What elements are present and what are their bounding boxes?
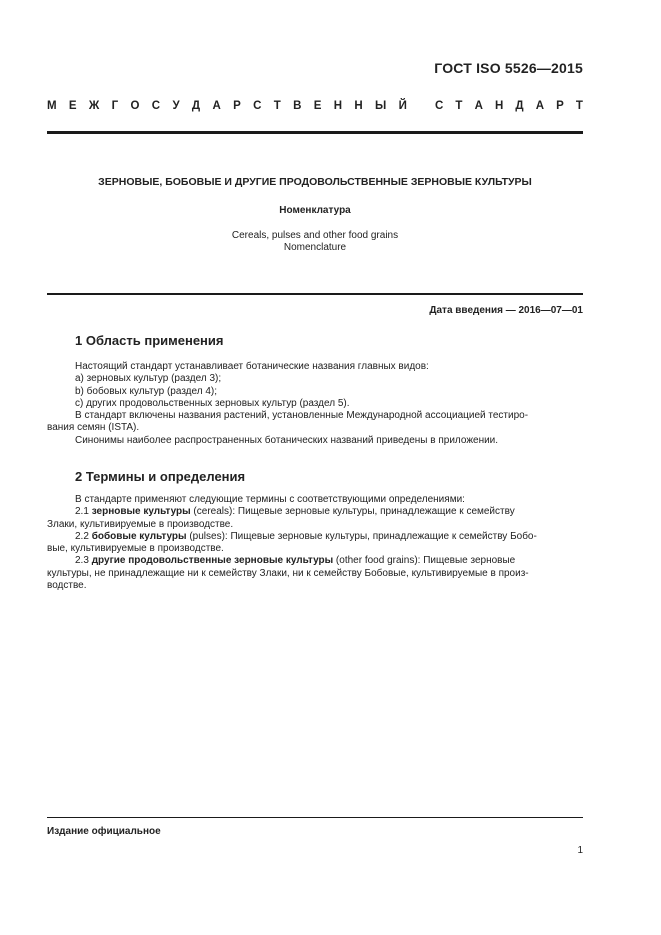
banner-letter: С — [151, 100, 161, 112]
paragraph-continuation: водстве. — [47, 580, 87, 592]
document-title-ru: ЗЕРНОВЫЕ, БОБОВЫЕ И ДРУГИЕ ПРОДОВОЛЬСТВЕННЫЕ ЗЕРНОВЫЕ КУЛЬТУРЫ — [98, 176, 532, 188]
term-definition — [75, 506, 583, 518]
term-number: 2.3 — [75, 555, 89, 567]
banner-letter: Е — [313, 100, 322, 112]
banner-letter: Р — [556, 100, 564, 112]
term-definition — [75, 555, 583, 567]
list-item: a) зерновых культур (раздел 3); — [75, 373, 222, 385]
banner-letter: М — [47, 100, 57, 112]
term-definition — [75, 531, 583, 543]
standard-type-banner — [47, 100, 583, 112]
paragraph-continuation: Злаки, культивируемые в производстве. — [47, 518, 234, 530]
paragraph: В стандарте применяют следующие термины с соответствующими определениями: — [75, 494, 465, 505]
title-divider — [47, 293, 583, 295]
banner-letter: А — [535, 100, 545, 112]
paragraph: В стандарт включены названия растений, установленные Международной ассоциацией тестиро- — [75, 410, 529, 422]
banner-letter: Д — [191, 100, 201, 112]
effective-date: Дата введения — 2016—07—01 — [429, 305, 583, 316]
banner-letter: Н — [354, 100, 363, 112]
banner-letter: Т — [455, 100, 463, 112]
page-number: 1 — [577, 845, 583, 856]
document-subtitle-ru: Номенклатура — [279, 205, 351, 216]
section-2-heading: 2 Термины и определения — [75, 469, 246, 484]
banner-letter: Г — [111, 100, 119, 112]
document-title-en — [47, 230, 583, 254]
banner-letter: Н — [333, 100, 343, 112]
paragraph-continuation: вые, культивируемые в производстве. — [47, 543, 224, 555]
banner-letter: Т — [273, 100, 281, 112]
banner-letter: О — [130, 100, 140, 112]
term-name: бобовые культуры — [91, 530, 187, 542]
term-text: (cereals): Пищевые зерновые культуры, принадлежащие к семейству — [190, 506, 515, 518]
banner-letter: С — [435, 100, 444, 112]
banner-letter: Д — [515, 100, 524, 112]
banner-letter: В — [293, 100, 302, 112]
banner-letter: А — [474, 100, 483, 112]
standard-type-word-1 — [47, 100, 407, 112]
term-name: зерновые культуры — [91, 506, 191, 518]
banner-letter: Ж — [88, 100, 100, 112]
paragraph: Настоящий стандарт устанавливает ботанические названия главных видов: — [75, 361, 429, 372]
term-number: 2.1 — [75, 506, 89, 518]
list-item: c) других продовольственных зерновых культур (раздел 5). — [75, 397, 350, 409]
title-en-line-1: Cereals, pulses and other food grains — [231, 230, 399, 241]
banner-letter: Ы — [375, 100, 387, 112]
paragraph: Синонимы наиболее распространенных ботанических названий приведены в приложении. — [75, 434, 499, 446]
list-item: b) бобовых культур (раздел 4); — [75, 385, 218, 397]
term-name: другие продовольственные зерновые культуры — [91, 555, 334, 567]
header-divider — [47, 131, 583, 134]
paragraph-continuation: культуры, не принадлежащие ни к семейству Злаки, ни к семейству Бобовые, культивируемые в произ- — [47, 567, 529, 579]
banner-letter: Т — [575, 100, 583, 112]
banner-letter: Н — [494, 100, 504, 112]
banner-letter: А — [212, 100, 221, 112]
paragraph-continuation: вания семян (ISTA). — [47, 422, 140, 434]
banner-letter: С — [253, 100, 262, 112]
term-text: (other food grains): Пищевые зерновые — [333, 555, 516, 567]
term-text: (pulses): Пищевые зерновые культуры, принадлежащие к семейству Бобо- — [186, 530, 537, 542]
document-code: ГОСТ ISO 5526—2015 — [434, 60, 583, 76]
section-2-body — [47, 494, 583, 592]
footer-divider — [47, 817, 583, 818]
banner-letter: У — [172, 100, 180, 112]
term-number: 2.2 — [75, 530, 89, 542]
banner-letter: Е — [68, 100, 77, 112]
section-1-body — [47, 361, 583, 447]
official-edition-label: Издание официальное — [47, 826, 161, 837]
banner-letter: Й — [398, 100, 407, 112]
title-en-line-2: Nomenclature — [283, 242, 347, 253]
banner-letter: Р — [233, 100, 241, 112]
section-1-heading: 1 Область применения — [75, 333, 224, 348]
standard-type-word-2 — [435, 100, 583, 112]
